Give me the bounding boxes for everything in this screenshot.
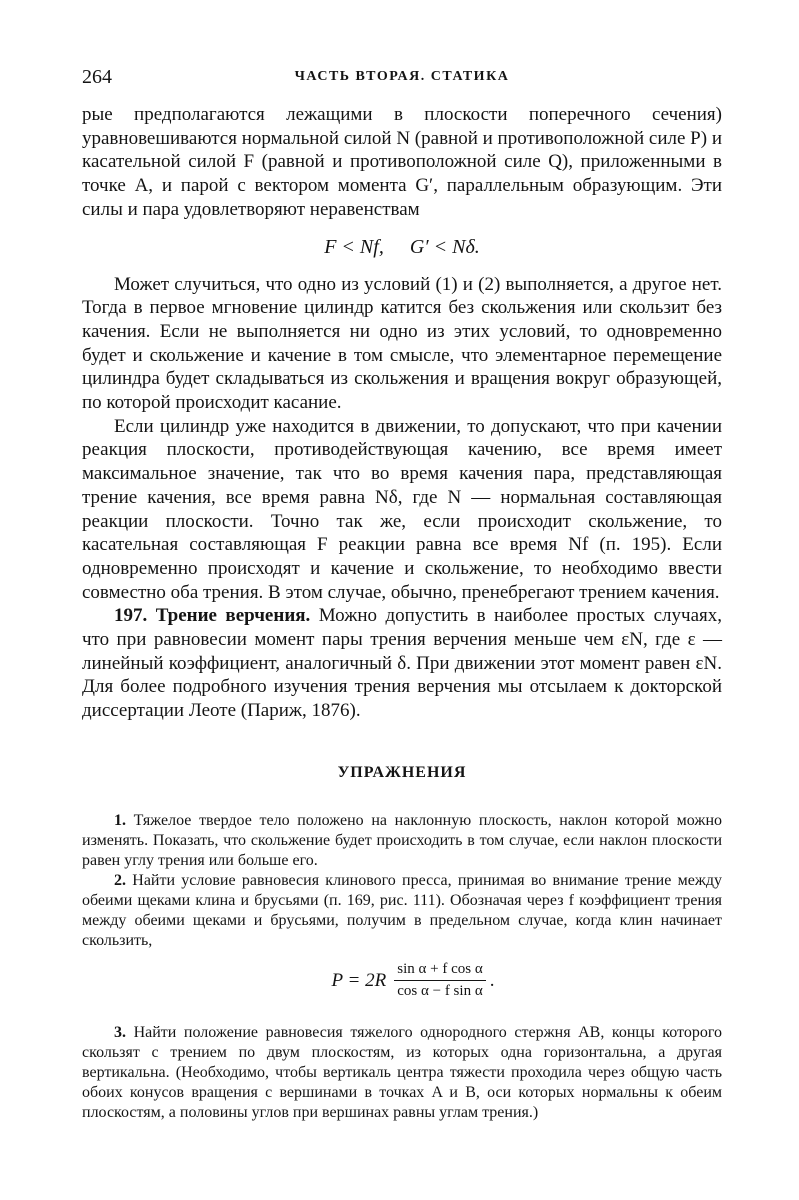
page-header xyxy=(82,66,722,90)
inequality-friction: F < Nf, xyxy=(324,235,384,258)
exercise-1 xyxy=(82,811,722,871)
exercise-3-text: Найти положение равновесия тяжелого однородного стержня AB, концы которого скользят с трением по двум плоскостям, из которых одна горизонтальна, а другая вертикальна. (Необходимо, чтобы вертикаль центра тяжести проходила через общую часть обоих конусов вращения с вершинами в точках A и B, оси которых нормальны к обеим плоскостям, а половины углов при вершинах равны углам трения.) xyxy=(82,1023,723,1121)
formula-numerator: sin α + f cos α xyxy=(394,961,485,981)
exercise-3 xyxy=(82,1023,722,1123)
exercise-1-number: 1. xyxy=(114,811,126,829)
exercise-1-text: Тяжелое твердое тело положено на наклонную плоскость, наклон которой можно изменять. Показать, что скольжение будет происходить в том случае, если наклон плоскости равен углу трения или больше его. xyxy=(82,811,722,869)
section-text: Можно допустить в наиболее простых случаях, что при равновесии момент пары трения верчения меньше чем εN, где ε — линейный коэффициент, аналогичный δ. При движении этот момент равен εN. Для более подробного изучения трения верчения мы отсылаем к докторской диссертации Леоте (Париж, 1876). xyxy=(82,605,722,722)
page-number: 264 xyxy=(82,66,112,88)
paragraph-conditions: Может случиться, что одно из условий (1) и (2) выполняется, а другое нет. Тогда в первое мгновение цилиндр катится без скольжения или скользит без качения. Если не выполняется ни одно из этих условий, то одновременно будет и скольжение и качение в том смысле, что элементарное перемещение цилиндра будет складываться из скольжения и вращения вокруг образующей, по которой происходит касание. xyxy=(82,273,722,414)
wedge-press-formula xyxy=(104,957,722,1005)
inequality-formula xyxy=(82,233,722,261)
exercise-3-number: 3. xyxy=(114,1023,126,1041)
exercises-heading: УПРАЖНЕНИЯ xyxy=(337,763,467,781)
inequality-rolling: G′ < Nδ. xyxy=(409,235,480,258)
running-head: ЧАСТЬ ВТОРАЯ. СТАТИКА xyxy=(294,69,510,84)
formula-period: . xyxy=(489,969,495,991)
paragraph-continuation: рые предполагаются лежащими в плоскости поперечного сечения) уравновешиваются нормальной силой N (равной и противоположной силе P) и касательной силой F (равной и противоположной силе Q), приложенными в точке A, и парой с вектором момента G′, параллельным образующим. Эти силы и пара удовлетворяют неравенствам xyxy=(82,104,722,220)
exercise-2-number: 2. xyxy=(114,871,126,889)
exercise-2-text: Найти условие равновесия клинового пресса, принимая во внимание трение между обеими щеками клина и брусьями (п. 169, рис. 111). Обозначая через f коэффициент трения между обеими щеками и брусьями, получим в предельном случае, когда клин начинает скользить, xyxy=(82,871,723,949)
formula-denominator: cos α − f sin α xyxy=(397,983,483,1000)
page-body xyxy=(82,103,722,1123)
section-title: 197. Трение верчения. xyxy=(114,605,311,627)
exercise-2 xyxy=(82,871,722,951)
paragraph-motion: Если цилиндр уже находится в движении, то допускают, что при качении реакция плоскости, противодействующая качению, все время имеет максимальное значение, так что во время качения пара, представляющая трение качения, все время равна Nδ, где N — нормальная составляющая реакции плоскости. Точно так же, если происходит скольжение, то касательная составляющая F реакции равна все время Nf (п. 195). Если одновременно происходят и качение и скольжение, то необходимо ввести совместно оба трения. В этом случае, обычно, пренебрегают трением качения. xyxy=(82,415,722,603)
formula-lhs: P = 2R xyxy=(331,969,387,991)
formula-fraction xyxy=(394,961,485,1000)
paragraph-section-197 xyxy=(82,604,722,723)
